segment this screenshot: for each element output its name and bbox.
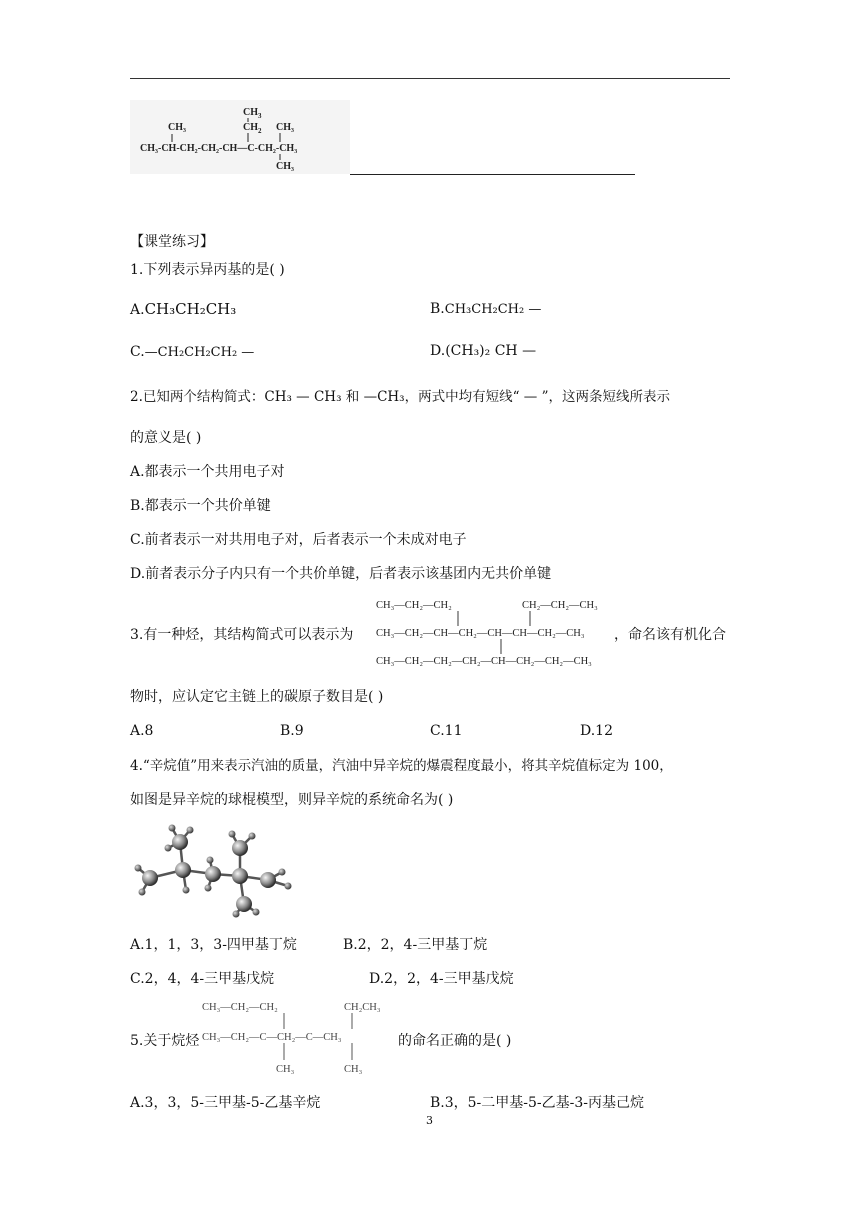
ball-stick-svg [128, 820, 308, 920]
q4-option-b: B.2，2，4-三甲基丁烷 [343, 937, 488, 953]
q5-option-b: B.3，5-二甲基-5-乙基-3-丙基己烷 [430, 1095, 645, 1111]
q2-option-c: C.前者表示一对共用电子对，后者表示一个未成对电子 [130, 532, 467, 548]
isooctane-ball-stick-model [128, 820, 308, 920]
q3-struct-top-right: CH₂—CH₂—CH₃ [522, 600, 598, 611]
q1-option-a-label: A. [130, 302, 145, 318]
q5-structure-svg [200, 996, 400, 1078]
q1-option-c-formula: —CH₂CH₂CH₂ — [144, 345, 255, 360]
q2-stem-line2: 的意义是( ) [130, 430, 202, 446]
q5-struct-top-left: CH₃—CH₂—CH₂ [202, 1002, 278, 1013]
header-ch3-right-bottom: CH₃ [276, 161, 294, 172]
q5-stem-suffix: 的命名正确的是( ) [398, 1033, 512, 1049]
q3-option-b: B.9 [280, 723, 304, 739]
q1-option-c [130, 343, 254, 362]
q2-option-d: D.前者表示分子内只有一个共价单键，后者表示该基团内无共价单键 [130, 566, 552, 582]
q1-stem: 1.下列表示异丙基的是( ) [130, 262, 285, 278]
q3-structure [374, 596, 614, 672]
q3-stem-prefix: 3.有一种烃，其结构简式可以表示为 [130, 627, 354, 643]
q3-struct-top-left: CH₃—CH₂—CH₂ [376, 600, 452, 611]
answer-blank-line [350, 174, 635, 175]
q2-option-b: B.都表示一个共价单键 [130, 498, 271, 514]
q1-option-b-label: B. [430, 301, 445, 317]
q3-structure-svg [374, 596, 614, 672]
q5-option-a: A.3，3，5-三甲基-5-乙基辛烷 [130, 1095, 321, 1111]
header-structure-image [130, 100, 350, 174]
q1-option-b [430, 300, 541, 319]
q1-option-c-label: C. [130, 344, 145, 360]
q5-structure [200, 996, 400, 1078]
header-rule [130, 78, 730, 79]
q3-struct-middle: CH₃—CH₂—CH—CH₂—CH—CH—CH₂—CH₃ [376, 628, 585, 639]
q3-option-c: C.11 [430, 723, 463, 739]
q4-option-c: C.2，4，4-三甲基戊烷 [130, 971, 275, 987]
page-number: 3 [426, 1114, 433, 1127]
q4-option-a: A.1，1，3，3-四甲基丁烷 [130, 937, 297, 953]
header-ch2-top: CH [243, 122, 258, 133]
header-main-chain: CH₃-CH-CH₂-CH₂-CH—C-CH₂-CH₃ [140, 143, 298, 154]
q1-option-a-formula: CH₃CH₂CH₃ [144, 300, 237, 318]
q1-option-d-formula: (CH₃)₂ CH — [445, 343, 537, 359]
q3-stem-line2: 物时，应认定它主链上的碳原子数目是( ) [130, 689, 384, 705]
q1-option-d [430, 342, 536, 360]
q4-stem-line1: 4.“辛烷值”用来表示汽油的质量，汽油中异辛烷的爆震程度最小，将其辛烷值标定为 100， [130, 758, 673, 774]
q5-struct-top-right: CH₂CH₃ [344, 1002, 381, 1013]
header-structure-svg [130, 100, 350, 174]
header-ch3-top: CH [243, 107, 258, 118]
header-ch3-right-top: CH₃ [276, 122, 294, 133]
q4-stem-line2: 如图是异辛烷的球棍模型，则异辛烷的系统命名为( ) [130, 792, 454, 808]
svg-text:3: 3 [258, 112, 262, 120]
q2-option-a: A.都表示一个共用电子对 [130, 464, 285, 480]
q3-option-a: A.8 [130, 723, 154, 739]
q4-option-d: D.2，2，4-三甲基戊烷 [369, 971, 514, 987]
q3-stem-suffix: ，命名该有机化合 [614, 627, 726, 643]
q2-stem-line1: 2.已知两个结构简式：CH₃ — CH₃ 和 —CH₃，两式中均有短线“ — ”，这两条短线所表示 [130, 389, 670, 405]
q1-option-d-label: D. [430, 343, 446, 359]
svg-text:2: 2 [258, 127, 262, 135]
q5-struct-middle: CH₃—CH₂—C—CH₂—C—CH₃ [202, 1032, 342, 1043]
q5-struct-bottom-right: CH₃ [344, 1064, 363, 1075]
header-ch3-left: CH₃ [168, 122, 186, 133]
q5-stem-prefix: 5.关于烷烃 [130, 1033, 200, 1049]
section-title: 【课堂练习】 [130, 234, 214, 250]
q5-struct-bottom-left: CH₃ [276, 1064, 295, 1075]
q1-option-b-formula: CH₃CH₂CH₂ — [444, 302, 542, 317]
q3-struct-bottom: CH₃—CH₂—CH₂—CH₂—CH—CH₂—CH₂—CH₃ [376, 656, 592, 667]
q1-option-a [130, 300, 236, 319]
q3-option-d: D.12 [580, 723, 613, 739]
